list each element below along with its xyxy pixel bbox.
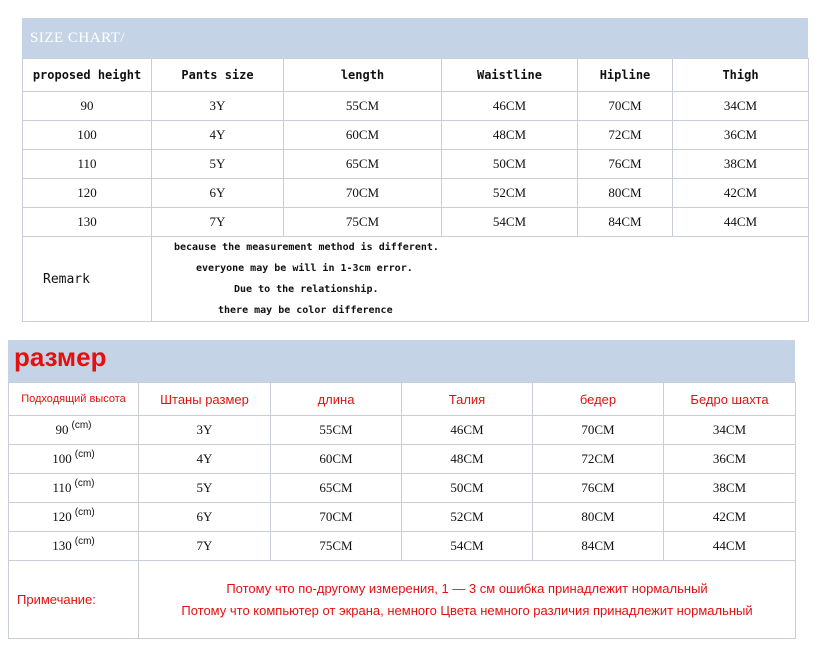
table-cell: 34CM (673, 92, 809, 121)
size-chart-russian (8, 340, 795, 636)
table-cell: 6Y (139, 503, 271, 532)
column-header: Thigh (673, 59, 809, 92)
table-cell: 70CM (284, 179, 442, 208)
table-cell: 52CM (402, 503, 533, 532)
table-header-row (9, 383, 796, 416)
table-row (9, 532, 796, 561)
column-header: Hipline (578, 59, 673, 92)
remark-line: Due to the relationship. (234, 284, 379, 295)
table-cell: 44CM (664, 532, 796, 561)
table-cell: 55CM (284, 92, 442, 121)
table-row (23, 208, 809, 237)
column-header: proposed height (23, 59, 152, 92)
table-cell: 6Y (152, 179, 284, 208)
table-cell: 60CM (271, 445, 402, 474)
table-cell: 5Y (139, 474, 271, 503)
table-cell: 80CM (533, 503, 664, 532)
table-cell: 65CM (284, 150, 442, 179)
size-chart-title: SIZE CHART/ (30, 30, 126, 46)
unit-label: (cm) (74, 507, 95, 518)
table-cell: 90 (23, 92, 152, 121)
table-cell: 72CM (578, 121, 673, 150)
size-table-english (22, 58, 809, 322)
unit-label: (cm) (74, 536, 95, 547)
table-cell: 38CM (664, 474, 796, 503)
table-cell-height (9, 503, 139, 532)
height-value: 110 (52, 480, 72, 495)
table-header-row (23, 59, 809, 92)
size-chart-title: размер (14, 342, 107, 372)
table-row (9, 503, 796, 532)
table-cell: 70CM (271, 503, 402, 532)
table-cell: 120 (23, 179, 152, 208)
size-chart-english (22, 18, 808, 316)
table-cell: 52CM (442, 179, 578, 208)
table-cell: 4Y (152, 121, 284, 150)
table-row (23, 150, 809, 179)
height-value: 100 (52, 451, 72, 466)
table-cell: 76CM (533, 474, 664, 503)
table-cell: 55CM (271, 416, 402, 445)
note-line: Потому что компьютер от экрана, немного Цвета немного различия принадлежит нормальный (181, 602, 753, 618)
column-header: Штаны размер (139, 383, 271, 416)
table-cell: 48CM (402, 445, 533, 474)
table-cell: 84CM (578, 208, 673, 237)
table-cell: 130 (23, 208, 152, 237)
table-cell: 46CM (442, 92, 578, 121)
table-cell: 48CM (442, 121, 578, 150)
height-value: 90 (55, 422, 69, 437)
table-cell: 76CM (578, 150, 673, 179)
table-cell: 34CM (664, 416, 796, 445)
table-cell: 36CM (673, 121, 809, 150)
table-cell-height (9, 416, 139, 445)
table-row (9, 445, 796, 474)
column-header: бедер (533, 383, 664, 416)
unit-label: (cm) (71, 420, 92, 431)
note-line: Потому что по-другому измерения, 1 — 3 см ошибка принадлежит нормальный (226, 580, 708, 596)
table-cell: 46CM (402, 416, 533, 445)
table-cell: 36CM (664, 445, 796, 474)
table-cell: 70CM (578, 92, 673, 121)
table-cell: 42CM (664, 503, 796, 532)
note-row (9, 561, 796, 639)
table-cell: 44CM (673, 208, 809, 237)
table-row (23, 179, 809, 208)
table-cell: 65CM (271, 474, 402, 503)
table-cell: 84CM (533, 532, 664, 561)
column-header: Талия (402, 383, 533, 416)
table-cell: 110 (23, 150, 152, 179)
table-cell: 42CM (673, 179, 809, 208)
size-table-russian (8, 382, 796, 639)
column-header: Подходящий высота (9, 383, 139, 416)
size-chart-header-bar (22, 18, 808, 58)
table-cell: 5Y (152, 150, 284, 179)
remark-row (23, 237, 809, 322)
table-cell: 80CM (578, 179, 673, 208)
note-label: Примечание: (9, 561, 139, 639)
column-header: Waistline (442, 59, 578, 92)
table-cell: 7Y (152, 208, 284, 237)
table-cell: 54CM (402, 532, 533, 561)
table-row (9, 474, 796, 503)
table-cell: 7Y (139, 532, 271, 561)
table-row (9, 416, 796, 445)
remark-line: because the measurement method is different. (174, 242, 439, 253)
table-cell: 75CM (284, 208, 442, 237)
height-value: 120 (52, 509, 72, 524)
table-cell: 72CM (533, 445, 664, 474)
note-text (139, 561, 796, 639)
column-header: Pants size (152, 59, 284, 92)
remark-line: everyone may be will in 1-3cm error. (196, 263, 413, 274)
table-cell: 70CM (533, 416, 664, 445)
table-cell-height (9, 445, 139, 474)
table-cell: 4Y (139, 445, 271, 474)
table-cell: 75CM (271, 532, 402, 561)
table-cell: 3Y (139, 416, 271, 445)
table-cell: 100 (23, 121, 152, 150)
column-header: длина (271, 383, 402, 416)
table-cell: 50CM (442, 150, 578, 179)
remark-line: there may be color difference (218, 305, 393, 316)
column-header: Бедро шахта (664, 383, 796, 416)
table-cell-height (9, 474, 139, 503)
table-cell: 54CM (442, 208, 578, 237)
unit-label: (cm) (74, 449, 95, 460)
size-chart-header-bar (8, 340, 795, 382)
column-header: length (284, 59, 442, 92)
table-row (23, 121, 809, 150)
table-cell: 38CM (673, 150, 809, 179)
table-cell: 60CM (284, 121, 442, 150)
unit-label: (cm) (74, 478, 95, 489)
remark-label: Remark (23, 237, 152, 322)
height-value: 130 (52, 538, 72, 553)
table-cell: 50CM (402, 474, 533, 503)
table-cell-height (9, 532, 139, 561)
remark-text (152, 237, 809, 322)
table-cell: 3Y (152, 92, 284, 121)
table-row (23, 92, 809, 121)
